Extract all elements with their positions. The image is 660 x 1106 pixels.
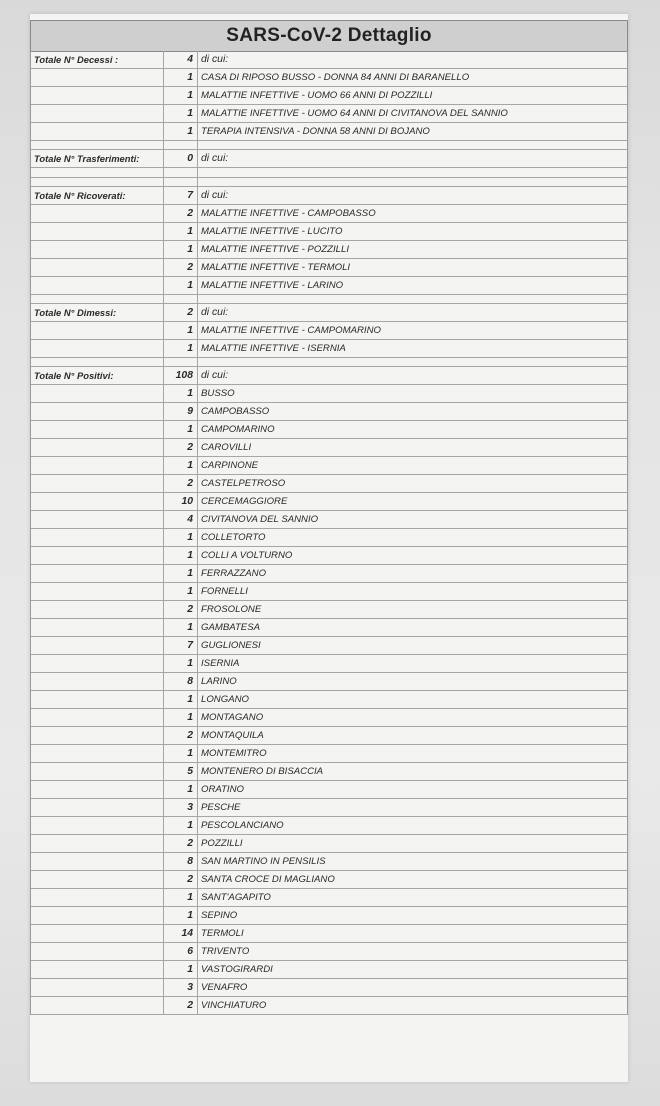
item-count: 1 <box>164 817 198 834</box>
item-description: CASTELPETROSO <box>201 478 286 490</box>
item-count: 8 <box>164 673 198 690</box>
item-description: CASA DI RIPOSO BUSSO - DONNA 84 ANNI DI BARANELLO <box>201 72 470 83</box>
blank-row <box>31 295 627 304</box>
empty-cell <box>198 168 627 176</box>
item-description: GAMBATESA <box>201 622 260 634</box>
empty-cell <box>31 178 164 186</box>
item-description: FORNELLI <box>201 586 248 598</box>
item-description: FROSOLONE <box>201 604 262 616</box>
empty-cell <box>31 925 164 942</box>
table-row <box>31 87 627 105</box>
empty-cell <box>31 907 164 924</box>
empty-cell <box>31 655 164 672</box>
empty-cell <box>31 583 164 600</box>
item-count: 2 <box>164 727 198 744</box>
empty-cell <box>31 745 164 762</box>
empty-cell <box>31 835 164 852</box>
item-description: FERRAZZANO <box>201 568 267 580</box>
table-row <box>31 727 627 745</box>
item-description: SANT'AGAPITO <box>201 892 271 904</box>
item-description: MALATTIE INFETTIVE - CAMPOBASSO <box>201 207 376 219</box>
item-count: 1 <box>164 241 198 258</box>
item-description: ISERNIA <box>201 658 240 670</box>
empty-cell <box>31 493 164 510</box>
table-row <box>31 925 627 943</box>
item-count: 14 <box>164 925 198 942</box>
table-row <box>31 439 627 457</box>
item-count: 1 <box>164 105 198 122</box>
item-description: TERMOLI <box>201 928 244 940</box>
table-row <box>31 547 627 565</box>
section-label: Totale N° Decessi : <box>31 51 164 68</box>
item-count: 6 <box>164 943 198 960</box>
empty-cell <box>31 421 164 438</box>
section-header-row <box>31 304 627 322</box>
table-row <box>31 691 627 709</box>
empty-cell <box>31 358 164 366</box>
empty-cell <box>31 457 164 474</box>
empty-cell <box>31 709 164 726</box>
empty-cell <box>164 178 198 186</box>
table-row <box>31 205 627 223</box>
item-count: 1 <box>164 655 198 672</box>
section-suffix: di cui: <box>201 153 229 165</box>
item-description: MALATTIE INFETTIVE - LARINO <box>201 279 344 291</box>
item-description: MONTAGANO <box>201 712 264 724</box>
empty-cell <box>198 141 627 149</box>
empty-cell <box>31 322 164 339</box>
section-suffix: di cui: <box>201 189 229 201</box>
empty-cell <box>31 619 164 636</box>
table-row <box>31 889 627 907</box>
item-count: 1 <box>164 322 198 339</box>
section-label: Totale N° Trasferimenti: <box>31 150 164 167</box>
table-row <box>31 105 627 123</box>
item-count: 1 <box>164 69 198 86</box>
table-row <box>31 673 627 691</box>
empty-cell <box>31 439 164 456</box>
empty-cell <box>31 961 164 978</box>
table-row <box>31 322 627 340</box>
empty-cell <box>31 87 164 104</box>
item-description: LARINO <box>201 676 237 688</box>
table-row <box>31 403 627 421</box>
item-count: 1 <box>164 87 198 104</box>
table-row <box>31 583 627 601</box>
table-row <box>31 781 627 799</box>
empty-cell <box>31 511 164 528</box>
item-count: 1 <box>164 277 198 294</box>
section-label: Totale N° Ricoverati: <box>31 187 164 204</box>
empty-cell <box>31 205 164 222</box>
table-row <box>31 637 627 655</box>
table-row <box>31 457 627 475</box>
item-description: CAMPOBASSO <box>201 406 270 418</box>
item-count: 8 <box>164 853 198 870</box>
item-count: 1 <box>164 123 198 140</box>
empty-cell <box>31 889 164 906</box>
table-row <box>31 601 627 619</box>
empty-cell <box>164 295 198 303</box>
item-count: 1 <box>164 547 198 564</box>
table-row <box>31 763 627 781</box>
item-description: MALATTIE INFETTIVE - TERMOLI <box>201 261 351 273</box>
empty-cell <box>31 997 164 1014</box>
item-description: MALATTIE INFETTIVE - CAMPOMARINO <box>201 325 381 337</box>
empty-cell <box>31 817 164 834</box>
section-total: 2 <box>164 304 198 321</box>
item-description: VASTOGIRARDI <box>201 964 273 976</box>
table-row <box>31 871 627 889</box>
section-header-row <box>31 187 627 205</box>
item-description: MALATTIE INFETTIVE - UOMO 64 ANNI DI CIVITANOVA DEL SANNIO <box>201 108 508 119</box>
empty-cell <box>31 259 164 276</box>
empty-cell <box>31 763 164 780</box>
table-row <box>31 475 627 493</box>
document-sheet <box>30 14 628 1082</box>
section-total: 0 <box>164 150 198 167</box>
item-description: PESCOLANCIANO <box>201 820 284 832</box>
blank-row <box>31 141 627 150</box>
item-description: COLLI A VOLTURNO <box>201 550 293 562</box>
empty-cell <box>31 871 164 888</box>
item-count: 3 <box>164 799 198 816</box>
empty-cell <box>31 385 164 402</box>
item-description: SAN MARTINO IN PENSILIS <box>201 856 326 868</box>
empty-cell <box>31 223 164 240</box>
item-count: 1 <box>164 340 198 357</box>
empty-cell <box>164 168 198 176</box>
empty-cell <box>164 358 198 366</box>
section-header-row <box>31 367 627 385</box>
item-count: 2 <box>164 835 198 852</box>
document-title: SARS-CoV-2 Dettaglio <box>30 20 628 52</box>
empty-cell <box>31 799 164 816</box>
blank-row <box>31 358 627 367</box>
item-count: 1 <box>164 907 198 924</box>
item-description: SEPINO <box>201 910 238 922</box>
item-description: CAMPOMARINO <box>201 424 275 436</box>
table-row <box>31 835 627 853</box>
item-description: ORATINO <box>201 784 244 796</box>
table-row <box>31 979 627 997</box>
table-row <box>31 69 627 87</box>
table-row <box>31 340 627 358</box>
item-count: 1 <box>164 889 198 906</box>
item-count: 2 <box>164 475 198 492</box>
item-count: 5 <box>164 763 198 780</box>
table-row <box>31 799 627 817</box>
empty-cell <box>31 141 164 149</box>
item-description: CAROVILLI <box>201 442 252 454</box>
table-row <box>31 997 627 1015</box>
empty-cell <box>31 403 164 420</box>
item-count: 1 <box>164 745 198 762</box>
table-row <box>31 385 627 403</box>
item-description: MONTEMITRO <box>201 748 267 760</box>
item-count: 2 <box>164 439 198 456</box>
table-row <box>31 529 627 547</box>
item-description: COLLETORTO <box>201 532 266 544</box>
empty-cell <box>198 358 627 366</box>
table-row <box>31 511 627 529</box>
table-row <box>31 421 627 439</box>
item-description: GUGLIONESI <box>201 640 261 652</box>
item-description: TERAPIA INTENSIVA - DONNA 58 ANNI DI BOJANO <box>201 126 430 137</box>
item-count: 1 <box>164 583 198 600</box>
item-count: 1 <box>164 709 198 726</box>
item-count: 2 <box>164 205 198 222</box>
section-label: Totale N° Positivi: <box>31 367 164 384</box>
empty-cell <box>31 637 164 654</box>
section-suffix: di cui: <box>201 307 229 319</box>
table-row <box>31 493 627 511</box>
table-row <box>31 853 627 871</box>
section-suffix: di cui: <box>201 54 229 65</box>
item-count: 2 <box>164 997 198 1014</box>
empty-cell <box>31 340 164 357</box>
empty-cell <box>31 529 164 546</box>
table-row <box>31 907 627 925</box>
item-count: 1 <box>164 529 198 546</box>
blank-row <box>31 178 627 187</box>
item-description: POZZILLI <box>201 838 243 850</box>
table-row <box>31 241 627 259</box>
section-total: 7 <box>164 187 198 204</box>
detail-table <box>30 51 628 1015</box>
empty-cell <box>31 277 164 294</box>
item-count: 1 <box>164 385 198 402</box>
section-total: 4 <box>164 51 198 68</box>
item-description: VINCHIATURO <box>201 1000 267 1012</box>
item-count: 4 <box>164 511 198 528</box>
table-row <box>31 709 627 727</box>
section-header-row <box>31 150 627 168</box>
item-count: 1 <box>164 223 198 240</box>
item-count: 1 <box>164 619 198 636</box>
empty-cell <box>31 673 164 690</box>
item-count: 1 <box>164 781 198 798</box>
table-row <box>31 943 627 961</box>
item-count: 1 <box>164 457 198 474</box>
table-row <box>31 223 627 241</box>
empty-cell <box>31 547 164 564</box>
empty-cell <box>31 727 164 744</box>
item-description: CERCEMAGGIORE <box>201 496 288 508</box>
empty-cell <box>31 475 164 492</box>
item-description: LONGANO <box>201 694 249 706</box>
item-description: MALATTIE INFETTIVE - LUCITO <box>201 225 343 237</box>
blank-row <box>31 168 627 177</box>
empty-cell <box>31 565 164 582</box>
item-description: MALATTIE INFETTIVE - POZZILLI <box>201 243 350 255</box>
item-description: MONTAQUILA <box>201 730 264 742</box>
item-description: MONTENERO DI BISACCIA <box>201 766 324 778</box>
empty-cell <box>31 943 164 960</box>
empty-cell <box>31 241 164 258</box>
empty-cell <box>198 178 627 186</box>
item-count: 2 <box>164 871 198 888</box>
table-row <box>31 817 627 835</box>
item-count: 1 <box>164 421 198 438</box>
item-count: 1 <box>164 565 198 582</box>
table-row <box>31 123 627 141</box>
item-description: CIVITANOVA DEL SANNIO <box>201 514 319 526</box>
empty-cell <box>31 691 164 708</box>
item-count: 10 <box>164 493 198 510</box>
item-count: 1 <box>164 961 198 978</box>
table-row <box>31 619 627 637</box>
item-count: 2 <box>164 601 198 618</box>
empty-cell <box>31 105 164 122</box>
table-row <box>31 745 627 763</box>
empty-cell <box>31 781 164 798</box>
empty-cell <box>31 601 164 618</box>
empty-cell <box>198 295 627 303</box>
empty-cell <box>31 168 164 176</box>
item-description: MALATTIE INFETTIVE - ISERNIA <box>201 343 346 355</box>
section-header-row <box>31 51 627 69</box>
empty-cell <box>31 979 164 996</box>
table-row <box>31 259 627 277</box>
item-description: MALATTIE INFETTIVE - UOMO 66 ANNI DI POZZILLI <box>201 90 433 101</box>
empty-cell <box>31 295 164 303</box>
item-count: 7 <box>164 637 198 654</box>
empty-cell <box>31 853 164 870</box>
table-row <box>31 565 627 583</box>
item-count: 3 <box>164 979 198 996</box>
item-description: CARPINONE <box>201 460 259 472</box>
item-description: BUSSO <box>201 388 235 400</box>
item-count: 1 <box>164 691 198 708</box>
item-count: 9 <box>164 403 198 420</box>
table-row <box>31 655 627 673</box>
item-description: TRIVENTO <box>201 946 250 958</box>
item-description: PESCHE <box>201 802 241 814</box>
section-total: 108 <box>164 367 198 384</box>
section-label: Totale N° Dimessi: <box>31 304 164 321</box>
item-count: 2 <box>164 259 198 276</box>
section-suffix: di cui: <box>201 370 229 382</box>
item-description: SANTA CROCE DI MAGLIANO <box>201 874 335 886</box>
empty-cell <box>31 123 164 140</box>
table-row <box>31 961 627 979</box>
table-row <box>31 277 627 295</box>
item-description: VENAFRO <box>201 982 248 994</box>
empty-cell <box>31 69 164 86</box>
empty-cell <box>164 141 198 149</box>
